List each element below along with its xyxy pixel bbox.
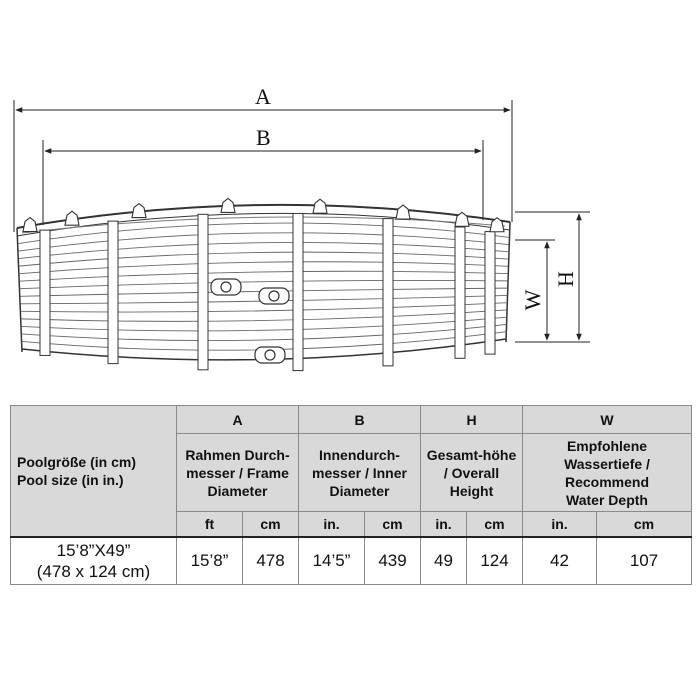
overall-height-in-cell: 49: [421, 537, 467, 585]
rim-cap: [313, 199, 327, 213]
dimension-w-label: W: [520, 289, 545, 311]
dimension-h-label: H: [553, 271, 578, 287]
wall-plank-line: [21, 324, 506, 340]
column-group-h: H: [421, 406, 523, 434]
support-post: [40, 230, 50, 355]
wall-plank-line: [19, 252, 508, 266]
unit-header: in.: [523, 512, 597, 537]
pool-illustration: [17, 205, 510, 360]
support-post: [485, 232, 495, 355]
support-post: [198, 214, 208, 370]
rim-cap: [65, 211, 79, 225]
overall-height-header: Gesamt-höhe / Overall Height: [421, 434, 523, 512]
unit-header: cm: [467, 512, 523, 537]
table-row: [11, 537, 692, 585]
inner-diameter-cm-cell: 439: [365, 537, 421, 585]
support-post: [108, 221, 118, 364]
frame-diameter-ft-cell: 15’8”: [177, 537, 243, 585]
water-depth-cm-cell: 107: [597, 537, 692, 585]
column-group-a: A: [177, 406, 299, 434]
dimension-b-label: B: [256, 125, 271, 150]
pool-wall-planks: [18, 223, 509, 350]
unit-header: in.: [421, 512, 467, 537]
wall-plank-line: [20, 280, 508, 288]
dimension-b: [43, 140, 483, 225]
frame-diameter-cm-cell: 478: [243, 537, 299, 585]
support-post: [383, 219, 393, 366]
pool-size-header: Poolgröße (in cm) Pool size (in in.): [11, 406, 177, 537]
rim-cap: [132, 204, 146, 218]
pool-rim-caps: [23, 198, 504, 231]
inner-diameter-in-cell: 14’5”: [299, 537, 365, 585]
rim-cap: [23, 218, 37, 232]
water-depth-in-cell: 42: [523, 537, 597, 585]
inner-diameter-header: Innendurch- messer / Inner Diameter: [299, 434, 421, 512]
unit-header: ft: [177, 512, 243, 537]
unit-header: cm: [597, 512, 692, 537]
wall-plank-line: [19, 242, 509, 258]
pool-size-cell: 15’8”X49” (478 x 124 cm): [11, 537, 177, 585]
wall-plank-line: [19, 233, 509, 251]
support-post: [455, 227, 465, 358]
rim-cap: [396, 205, 410, 219]
water-depth-header: Empfohlene Wassertiefe / Recommend Water Depth: [523, 434, 692, 512]
pool-spec-table: [10, 405, 692, 585]
unit-header: cm: [365, 512, 421, 537]
overall-height-cm-cell: 124: [467, 537, 523, 585]
wall-plank-line: [20, 271, 508, 281]
frame-diameter-header: Rahmen Durch- messer / Frame Diameter: [177, 434, 299, 512]
column-group-b: B: [299, 406, 421, 434]
column-group-w: W: [523, 406, 692, 434]
dimension-a-label: A: [255, 84, 271, 109]
wall-plank-line: [21, 317, 506, 331]
unit-header: in.: [299, 512, 365, 537]
unit-header: cm: [243, 512, 299, 537]
rim-cap: [221, 198, 235, 212]
support-post: [293, 213, 303, 370]
